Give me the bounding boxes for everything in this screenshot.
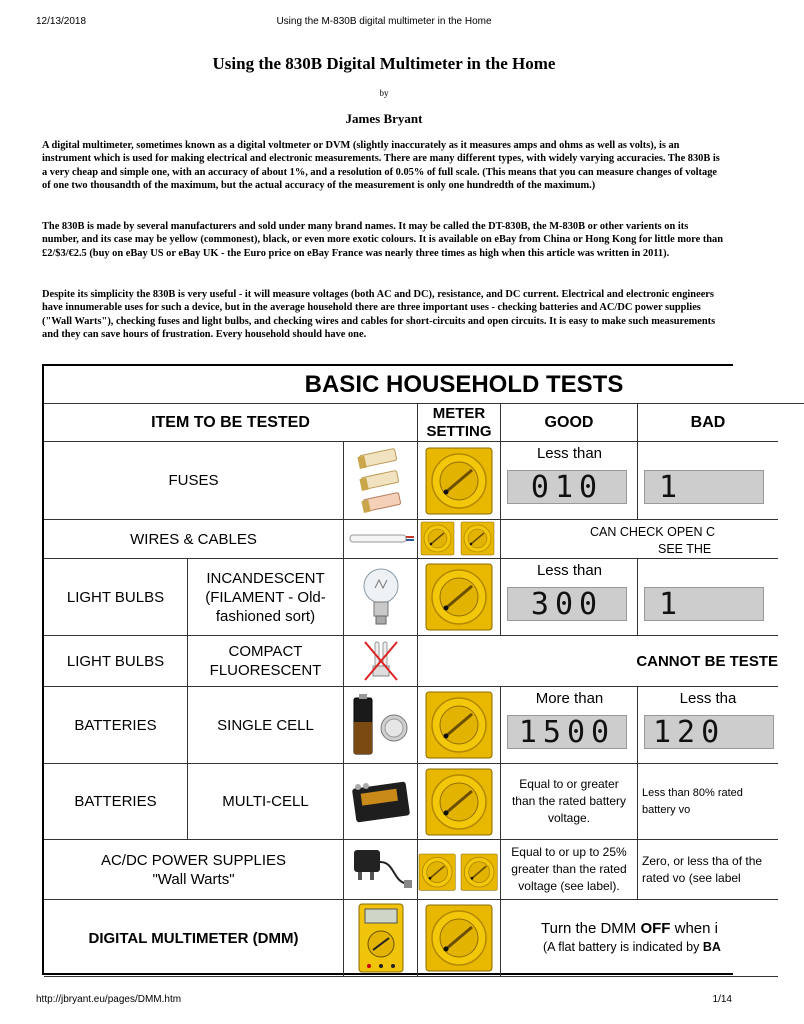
meter-dial-icon [426, 448, 492, 514]
meter-dial-icon [419, 850, 499, 890]
compact-note: CANNOT BE TESTE [418, 636, 778, 687]
power-good-text: Equal to or up to 25% greater than the rated voltage (see label). [501, 840, 638, 900]
power-item-line1: AC/DC POWER SUPPLIES [100, 851, 287, 869]
compact-bulb-crossed-icon [361, 638, 401, 684]
battery-icon [348, 692, 414, 758]
cable-icon [348, 529, 414, 549]
single-good-label: More than [535, 690, 604, 707]
header-meter: METER SETTING [418, 404, 501, 442]
incandescent-sub: INCANDESCENT (FILAMENT - Old-fashioned sort) [188, 559, 344, 636]
dmm-note2-pre: (A flat battery is indicated by [543, 940, 703, 954]
print-date: 12/13/2018 [36, 16, 87, 27]
wires-image [344, 520, 418, 559]
incandescent-image [344, 559, 418, 636]
dmm-note2-bold: BA [702, 940, 721, 954]
dmm-note [501, 900, 778, 977]
single-meter [418, 687, 501, 764]
row-single-item: BATTERIES [44, 687, 188, 764]
household-tests-chart [42, 364, 778, 975]
print-footer [36, 994, 732, 1008]
power-item-line2: "Wall Warts" [152, 870, 235, 888]
row-compact-item: LIGHT BULBS [44, 636, 188, 687]
header-good: GOOD [501, 404, 638, 442]
row-multi-item: BATTERIES [44, 764, 188, 840]
multi-image [344, 764, 418, 840]
header-bad: BAD [638, 404, 778, 442]
page-number: 1/14 [712, 994, 732, 1005]
multimeter-icon [357, 902, 405, 974]
single-good-lcd: 1500 [507, 715, 627, 749]
multi-bad-text: Less than 80% rated battery vo [638, 764, 778, 840]
chart-title: BASIC HOUSEHOLD TESTS [44, 366, 804, 404]
wires-meter [418, 520, 501, 559]
print-page-title: Using the M-830B digital multimeter in the Home [276, 16, 492, 27]
dmm-note-line1 [541, 919, 718, 938]
light-bulb-icon [361, 564, 401, 630]
print-url: http://jbryant.eu/pages/DMM.htm [36, 994, 182, 1005]
incandescent-bad [638, 559, 778, 636]
meter-dial-icon [426, 692, 492, 758]
power-image [344, 840, 418, 900]
meter-dial-icon [426, 769, 492, 835]
single-bad-label: Less tha [679, 690, 737, 707]
power-bad-text: Zero, or less tha of the rated vo (see label [638, 840, 778, 900]
byline: by [379, 88, 389, 98]
dmm-note-post: when i [670, 920, 718, 937]
paragraph-1: A digital multimeter, sometimes known as a digital voltmeter or DVM (slightly inaccurately as it measures amps and ohms as well as volts), is an instrument which is used for making electrical and electronic measurements. There are many different types, with widely varying accuracies. The 830B is a very cheap and simple one, with an accuracy of about 1%, and a resolution of 0.05% of full scale. (This means that you can measure changes of voltage of one two thousandth of the maximum, but the actual accuracy of the measurement is only one hundredth of the maximum.) [42, 140, 720, 192]
fuses-image [344, 442, 418, 520]
single-bad-lcd: 120 [644, 715, 774, 749]
paragraph-3: Despite its simplicity the 830B is very useful - it will measure voltages (both AC and DC), resistance, and DC current. Electrical and electronic engineers have innumerable uses for such a device, but in the average household there are three important uses - checking batteries and AC/DC power supplies ("Wall Warts"), checking fuses and light bulbs, and checking wires and cables for short-circuits and open circuits. It is easy to make such measurements and they can save hours of frustration. Every household should have one. [42, 289, 716, 341]
9v-battery-icon [348, 777, 414, 827]
incandescent-good-label: Less than [536, 562, 603, 579]
article-title: Using the 830B Digital Multimeter in the Home [212, 54, 556, 73]
meter-dial-icon [426, 564, 492, 630]
dmm-note-off: OFF [640, 920, 671, 937]
dmm-note-pre: Turn the DMM [541, 920, 641, 937]
power-adapter-icon [348, 844, 414, 896]
fuses-good-lcd: 010 [507, 470, 627, 504]
fuses-good-label: Less than [536, 445, 603, 462]
fuses-bad [638, 442, 778, 520]
incandescent-bad-lcd: 1 [644, 587, 764, 621]
dmm-note-line2 [543, 938, 721, 957]
paragraph-2: The 830B is made by several manufacturers and sold under many brand names. It may be called the DT-830B, the M-830B or other varients on its number, and its case may be yellow (commonest), black, or even more exotic colours. It is available on eBay from China or Hong Kong for little more than £2/$3/€2.5 (buy on eBay US or eBay UK - the Euro price on eBay France was nearly three times as high when this article was written in 2011). [42, 221, 724, 259]
author: James Bryant [345, 111, 423, 126]
single-bad [638, 687, 778, 764]
row-dmm-item: DIGITAL MULTIMETER (DMM) [44, 900, 344, 977]
multi-sub: MULTI-CELL [188, 764, 344, 840]
dmm-meter [418, 900, 501, 977]
wires-note [501, 520, 778, 559]
multi-meter [418, 764, 501, 840]
compact-image [344, 636, 418, 687]
multi-good-text: Equal to or greater than the rated battery voltage. [501, 764, 638, 840]
row-power-item [44, 840, 344, 900]
meter-dial-icon [421, 522, 497, 556]
row-incandescent-item: LIGHT BULBS [44, 559, 188, 636]
row-fuses-item: FUSES [44, 442, 344, 520]
wires-note-line2: SEE THE [658, 542, 712, 556]
print-header [36, 16, 732, 30]
incandescent-good-lcd: 300 [507, 587, 627, 621]
dmm-image [344, 900, 418, 977]
fuses-meter [418, 442, 501, 520]
fuses-good [501, 442, 638, 520]
meter-dial-icon [426, 905, 492, 971]
header-item: ITEM TO BE TESTED [44, 404, 418, 442]
single-sub: SINGLE CELL [188, 687, 344, 764]
row-wires-item: WIRES & CABLES [44, 520, 344, 559]
wires-note-line1: CAN CHECK OPEN C [590, 525, 716, 539]
compact-sub: COMPACT FLUORESCENT [188, 636, 344, 687]
incandescent-meter [418, 559, 501, 636]
single-image [344, 687, 418, 764]
single-good [501, 687, 638, 764]
incandescent-good [501, 559, 638, 636]
fuse-icon [354, 446, 408, 516]
power-meter [418, 840, 501, 900]
fuses-bad-lcd: 1 [644, 470, 764, 504]
